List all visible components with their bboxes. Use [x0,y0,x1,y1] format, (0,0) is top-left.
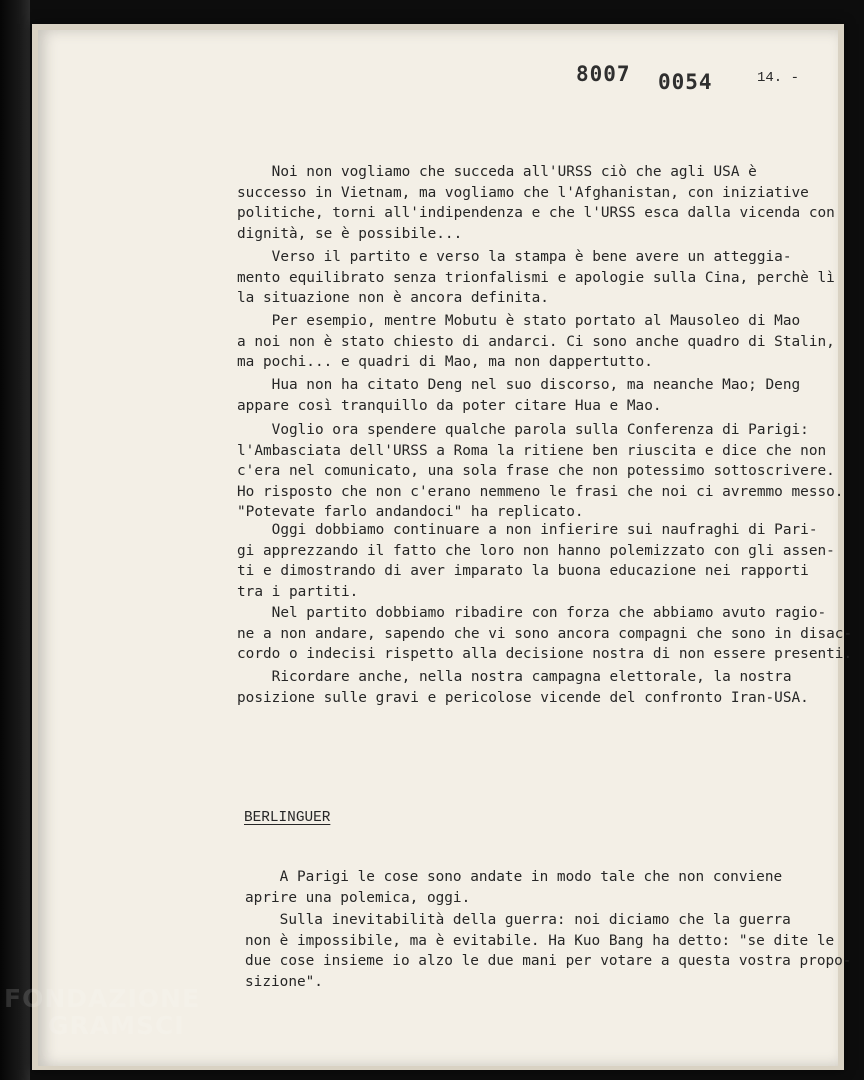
speaker-paragraph-guerra: Sulla inevitabilità della guerra: noi diciamo che la guerra non è impossibile, ma è evitabile. Ha Kuo Bang ha detto: "se dite due cose insieme io alzo le due mani per votare a questa vostra sizione". [245,912,809,990]
binder-spine [0,0,30,1080]
speaker-heading: BERLINGUER [244,810,331,826]
archive-stamp-left: 8007 [576,62,631,86]
paragraph-iran-usa: Ricordare anche, nella nostra campagna elettorale, la nostra posizione sulle gravi e pericolose vicende del confronto Iran-USA. [237,669,809,706]
paragraph-conferenza-parigi: Voglio ora spendere qualche parola sulla Conferenza di Parigi: l'Ambasciata dell'URSS a Roma la ritiene ben riuscita e dice che non c'era nel comunicato, una sola frase che non potessimo sottoscrivere. Ho risposto che non c'erano nemmeno le frasi che noi ci avremmo "Potevate farlo andandoci" ha replicato. [237,422,835,520]
archive-stamp-right: 0054 [658,70,713,94]
watermark-line2: GRAMSCI [48,1011,185,1040]
paragraph-hua-deng: Hua non ha citato Deng nel suo discorso, ma neanche Mao; Deng appare così tranquillo da poter citare Hua e Mao. [237,377,801,414]
watermark-line1: FONDAZIONE [4,984,201,1013]
paragraph-cina: Verso il partito e verso la stampa è bene avere un atteggia- mento equilibrato senza trionfalismi e apologie sulla Cina, perchè la situazione non è ancora definita. [237,249,809,306]
page-number: 14. - [757,70,800,86]
paragraph-afghanistan: Noi non vogliamo che succeda all'URSS ciò che agli USA è successo in Vietnam, ma vogliamo che l'Afghanistan, con iniziative politiche, torni all'indipendenza e che l'URSS esca dalla vicenda dignità, se è possibile... [237,164,809,242]
paragraph-naufraghi: Oggi dobbiamo continuare a non infierire sui naufraghi di Pari- gi apprezzando il fatto che loro non hanno polemizzato con gli assen- ti e dimostrando di aver imparato la buona educazione nei rapporti tra i partiti. [237,522,835,600]
speaker-paragraph-parigi: A Parigi le cose sono andate in modo tale che non conviene aprire una polemica, oggi. [245,869,783,906]
watermark-logo [4,985,200,1039]
paragraph-mobutu: Per esempio, mentre Mobutu è stato portato al Mausoleo di Mao a noi non è stato chiesto di andarci. Ci sono anche quadro di Stalin, ma pochi... e quadri di Mao, ma non dappertutto. [237,313,835,370]
paragraph-ribadire: Nel partito dobbiamo ribadire con forza che abbiamo avuto ragio- ne a non andare, sapendo che vi sono ancora compagni che sono in cordo o indecisi rispetto alla decisione nostra di non essere presenti. [237,605,853,662]
